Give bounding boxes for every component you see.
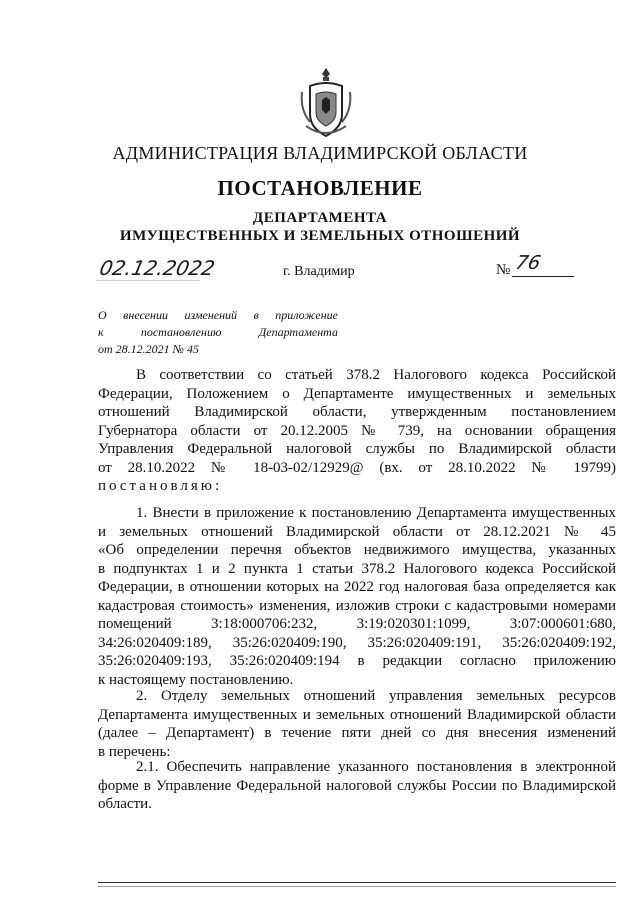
coat-of-arms-icon bbox=[296, 64, 356, 144]
subject-word: к bbox=[98, 325, 104, 339]
number-underline bbox=[512, 276, 574, 277]
item-1-paragraph bbox=[98, 504, 616, 689]
subject-word: О bbox=[98, 308, 107, 322]
text-line: отношений Владимирской области, утвержденным постановлением bbox=[98, 404, 616, 420]
text-line: (далее – Департамент) в течение пяти дней со дня внесения изменений bbox=[98, 725, 616, 741]
city-label: г. Владимир bbox=[283, 264, 355, 279]
footer-rule bbox=[98, 882, 616, 883]
text-line: в подпунктах 1 и 2 пункта 1 статьи 378.2 Налогового кодекса Российской bbox=[98, 560, 616, 577]
subject-word: внесении bbox=[123, 308, 168, 322]
text-line: В соответствии со статьей 378.2 Налогового кодекса Российской bbox=[136, 367, 616, 383]
subject-line bbox=[98, 324, 338, 341]
text-line: Департамента имущественных и земельных отношений Владимирской области bbox=[98, 706, 616, 723]
text-line: 34:26:020409:189, 35:26:020409:190, 35:26:020409:191, 35:26:020409:192, bbox=[98, 634, 616, 651]
subject-word: приложение bbox=[275, 308, 338, 322]
subject-line bbox=[98, 341, 338, 358]
preamble-paragraph bbox=[98, 366, 616, 496]
number-label: № bbox=[496, 262, 511, 278]
handwritten-date: 02.12.2022 bbox=[97, 256, 218, 280]
text-line: и земельных отношений Владимирской области от 28.12.2021 № 45 bbox=[98, 523, 616, 540]
text-line: 2.1. Обеспечить направление указанного постановления в электронной bbox=[136, 759, 616, 775]
date-underline bbox=[96, 280, 200, 281]
document-type-title: ПОСТАНОВЛЕНИЕ bbox=[217, 176, 423, 200]
text-line: Управления Федеральной налоговой службы по Владимирской области bbox=[98, 441, 616, 457]
text-line: к настоящему постановлению. bbox=[98, 671, 294, 688]
subject-word: изменений bbox=[184, 308, 238, 322]
subject-word: постановлению bbox=[140, 325, 222, 339]
text-line: форме в Управление Федеральной налоговой службы России по Владимирской bbox=[98, 777, 616, 794]
text-line: постановляю: bbox=[98, 478, 223, 494]
text-line: кадастровая стоимость» изменения, изложив строки с кадастровыми номерами bbox=[98, 597, 616, 614]
text-line: Губернатора области от 20.12.2005 № 739, на основании обращения bbox=[98, 422, 616, 439]
subject-word: в bbox=[253, 308, 259, 322]
text-line: «Об определении перечня объектов недвижимого имущества, указанных bbox=[98, 542, 616, 558]
text-line: от 28.10.2022 № 18-03-02/12929@ (вх. от 28.10.2022 № 19799) bbox=[98, 459, 616, 476]
text-line: области. bbox=[98, 796, 152, 812]
item-2-paragraph bbox=[98, 687, 616, 761]
text-line: Федерации, Положением о Департаменте имущественных и земельных bbox=[98, 385, 616, 402]
text-line: 2. Отделу земельных отношений управления земельных ресурсов bbox=[136, 688, 616, 704]
subject-word: Департамента bbox=[258, 325, 338, 339]
footer-rule-thin bbox=[98, 886, 616, 887]
text-line: 1. Внести в приложение к постановлению Департамента имущественных bbox=[136, 505, 616, 521]
subject-block bbox=[98, 307, 338, 358]
organization-name: АДМИНИСТРАЦИЯ ВЛАДИМИРСКОЙ ОБЛАСТИ bbox=[112, 143, 528, 163]
text-line: помещений 3:18:000706:232, 3:19:020301:1099, 3:07:000601:680, bbox=[98, 616, 616, 632]
handwritten-number: 76 bbox=[513, 252, 543, 274]
subject-line bbox=[98, 307, 338, 324]
item-2-1-paragraph bbox=[98, 758, 616, 814]
text-line: 35:26:020409:193, 35:26:020409:194 в редакции согласно приложению bbox=[98, 653, 616, 669]
text-line: в перечень: bbox=[98, 743, 171, 760]
department-line-1: ДЕПАРТАМЕНТА bbox=[252, 210, 388, 226]
department-line-2: ИМУЩЕСТВЕННЫХ И ЗЕМЕЛЬНЫХ ОТНОШЕНИЙ bbox=[119, 228, 521, 244]
subject-word: от 28.12.2021 № 45 bbox=[98, 342, 199, 356]
text-line: Федерации, в отношении которых на 2022 год налоговая база определяется как bbox=[98, 579, 616, 595]
